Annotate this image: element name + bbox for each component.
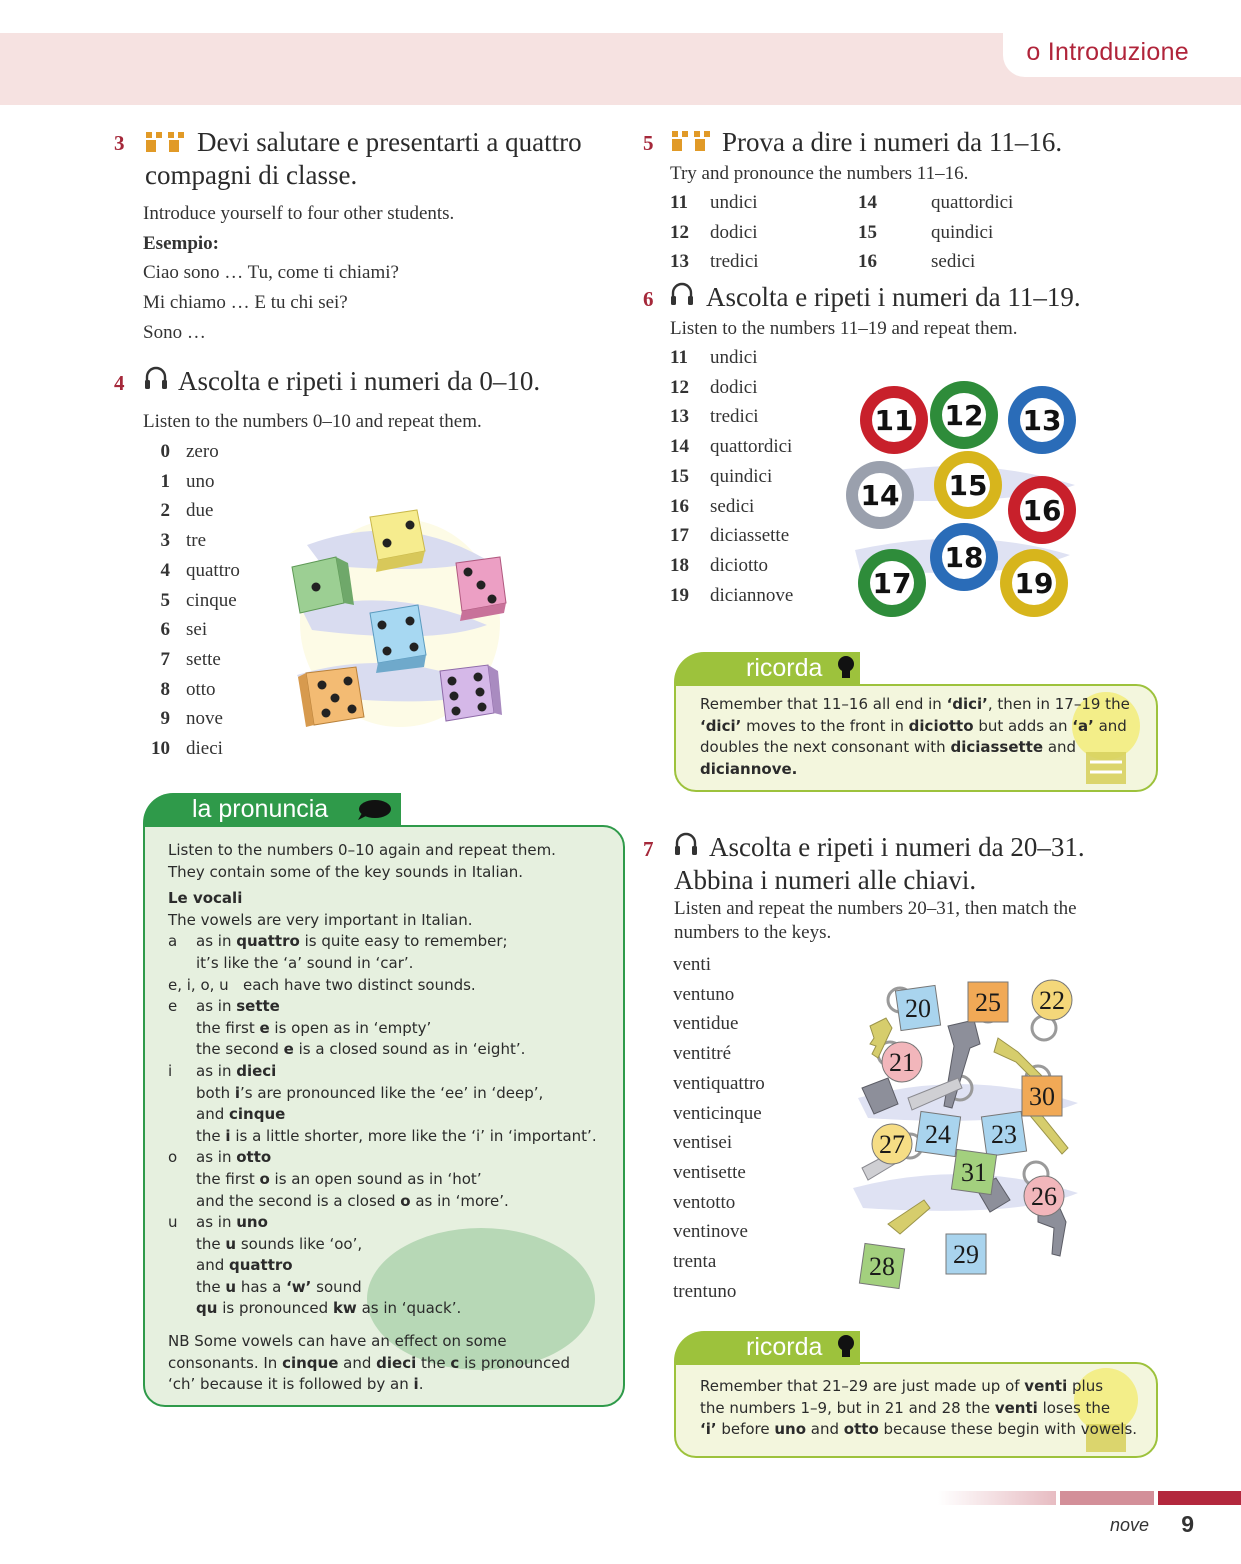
vowels-heading: Le vocali — [168, 889, 243, 908]
list-number: 17 — [670, 525, 689, 547]
exercise-number: 5 — [643, 131, 654, 155]
list-word: undici — [710, 192, 758, 213]
text-line: the u has a ‘w’ sound — [196, 1277, 362, 1296]
list-number: 18 — [670, 554, 689, 576]
footer-bar — [938, 1491, 1056, 1505]
key-tag-label: 27 — [879, 1130, 905, 1159]
exercise-subtitle: Try and pronounce the numbers 11–16. — [670, 163, 969, 184]
text-line: and quattro — [196, 1256, 293, 1275]
list-number: 8 — [160, 678, 170, 700]
list-word: tre — [186, 530, 207, 552]
ricorda-text: Remember that 11–16 all end in ‘dici’, then in 17–19 the ‘dici’ moves to the front in diciotto but adds an ‘a’ and doubles the next consonant with diciassette and diciannove. — [700, 695, 1130, 778]
lottery-ball-label: 12 — [944, 399, 984, 432]
key-tag-label: 23 — [991, 1120, 1017, 1149]
list-word: undici — [710, 347, 758, 368]
text-line: and the second is a closed o as in ‘more’. — [196, 1191, 509, 1210]
list-word: quindici — [931, 221, 994, 243]
key-tag-label: 30 — [1029, 1082, 1055, 1111]
vowel-e-line: e as in sette — [168, 996, 613, 1018]
list-number: 0 — [160, 441, 170, 462]
die-pink — [456, 557, 506, 621]
key-tag-label: 28 — [869, 1252, 895, 1281]
list-number: 1 — [160, 470, 170, 492]
text-line: both i’s are pronounced like the ‘ee’ in ‘deep’, — [196, 1083, 544, 1102]
text-line: the first e is open as in ‘empty’ — [196, 1018, 432, 1037]
text-line: The vowels are very important in Italian. — [168, 910, 473, 929]
list-number: 7 — [160, 648, 170, 670]
vowel-label: o — [168, 1148, 178, 1167]
lottery-ball-label: 17 — [872, 567, 912, 600]
exercise-title: Ascolta e ripeti i numeri da 20–31. — [709, 832, 1085, 862]
text-line: Listen to the numbers 0–10 again and repeat them. — [168, 841, 556, 859]
lottery-ball-label: 19 — [1014, 567, 1054, 600]
list-number: 14 — [670, 436, 689, 458]
list-word: ventisette — [673, 1161, 746, 1183]
exercise-title-line2: Abbina i numeri alle chiavi. — [674, 865, 977, 895]
list-number: 15 — [858, 221, 877, 243]
list-word: ventidue — [673, 1013, 739, 1035]
list-word: sei — [186, 619, 208, 641]
list-word: cinque — [186, 589, 237, 611]
pronuncia-text — [168, 840, 613, 1396]
exercise-title: Prova a dire i numeri da 11–16. — [722, 127, 1063, 157]
list-word: quattro — [186, 559, 240, 581]
list-word: diciotto — [710, 554, 769, 576]
list-word: tredici — [710, 251, 759, 273]
lottery-ball-label: 15 — [948, 469, 988, 502]
lottery-ball-label: 18 — [944, 541, 984, 574]
footer-bar — [1060, 1491, 1154, 1505]
list-number: 12 — [670, 376, 689, 398]
text-line: qu is pronounced kw as in ‘quack’. — [196, 1299, 462, 1318]
key-tag-label: 22 — [1039, 986, 1065, 1015]
vowel-label: e, i, o, u — [168, 975, 229, 994]
exercise-number: 4 — [114, 371, 125, 395]
ricorda-label: ricorda — [746, 1333, 823, 1361]
die-blue — [370, 605, 426, 673]
vowel-i-line: i as in dieci — [168, 1061, 613, 1083]
list-word: ventuno — [673, 983, 735, 1005]
lottery-ball-label: 16 — [1022, 494, 1062, 527]
key-tag-label: 20 — [905, 994, 931, 1023]
list-word: tredici — [710, 406, 759, 428]
headphones-icon — [670, 281, 694, 307]
exercise-subtitle: Listen to the numbers 0–10 and repeat them. — [143, 411, 482, 432]
die-orange — [298, 667, 364, 727]
key-tag-label: 25 — [975, 988, 1001, 1017]
list-number: 4 — [160, 559, 170, 581]
vowel-eiou-line: e, i, o, u each have two distinct sounds. — [168, 975, 476, 994]
list-number: 10 — [151, 738, 170, 759]
exercise-title-line2: compagni di classe. — [145, 160, 358, 190]
headphones-icon — [144, 365, 168, 391]
list-word: venti — [673, 954, 711, 975]
vowel-u-line: u as in uno — [168, 1212, 613, 1234]
text-line: and cinque — [196, 1105, 286, 1124]
list-word: ventiquattro — [673, 1072, 765, 1094]
list-word: nove — [186, 708, 223, 730]
list-word: ventisei — [673, 1132, 733, 1154]
section-title: o Introduzione — [1026, 38, 1189, 66]
dice-illustration — [282, 505, 510, 737]
footer-bar — [1158, 1491, 1241, 1505]
vowel-label: a — [168, 932, 178, 951]
ricorda-text: Remember that 21–29 are just made up of venti plus the numbers 1–9, but in 21 and 28 the venti loses the ‘i’ before uno and otto because these begin with vowels. — [700, 1377, 1138, 1438]
list-number: 16 — [858, 251, 877, 273]
lottery-ball-label: 11 — [874, 404, 914, 437]
list-number: 2 — [160, 500, 170, 522]
list-word: zero — [186, 441, 219, 462]
list-word: due — [186, 500, 214, 522]
die-lilac — [440, 665, 502, 721]
lottery-ball-label: 13 — [1022, 404, 1062, 437]
list-word: sedici — [710, 495, 755, 517]
list-word: ventinove — [673, 1221, 748, 1243]
ricorda-label: ricorda — [746, 654, 823, 682]
list-word: trenta — [673, 1251, 717, 1272]
text-line: They contain some of the key sounds in Italian. — [168, 862, 524, 881]
vowel-label: e — [168, 997, 178, 1016]
exercise-title: Devi salutare e presentarti a quattro — [197, 127, 582, 157]
list-number: 3 — [160, 530, 170, 552]
die-yellow — [370, 510, 425, 572]
headphones-icon — [674, 831, 698, 857]
list-word: quattordici — [931, 192, 1014, 213]
lightbulb-icon — [836, 1334, 856, 1360]
lottery-balls-illustration — [840, 375, 1090, 625]
exercise-number: 6 — [643, 287, 654, 311]
list-word: quattordici — [710, 436, 793, 458]
page-word: nove — [1109, 1515, 1149, 1535]
exercise-subtitle: Introduce yourself to four other students. — [143, 203, 455, 224]
vowel-o-line: o as in otto — [168, 1147, 613, 1169]
exercise-title: Ascolta e ripeti i numeri da 0–10. — [178, 366, 541, 396]
list-word: sedici — [931, 251, 976, 273]
list-word: ventitré — [673, 1043, 732, 1065]
exercise-subtitle: Listen and repeat the numbers 20–31, then match the — [674, 898, 1077, 919]
page-number: 9 — [1181, 1511, 1194, 1537]
list-number: 5 — [160, 589, 170, 611]
exercise-title: Ascolta e ripeti i numeri da 11–19. — [706, 282, 1081, 312]
list-number: 12 — [670, 221, 689, 243]
text-line: the first o is an open sound as in ‘hot’ — [196, 1169, 482, 1188]
list-word: dodici — [710, 376, 758, 398]
example-line: Ciao sono … Tu, come ti chiami? — [143, 262, 399, 283]
keys-illustration — [848, 978, 1084, 1290]
speech-bubble-icon — [356, 799, 392, 821]
list-number: 13 — [670, 251, 689, 273]
key-tag-label: 21 — [889, 1048, 915, 1077]
text-line: it’s like the ‘a’ sound in ‘car’. — [196, 953, 414, 972]
nb-line: ‘ch’ because it is followed by an i. — [168, 1375, 424, 1394]
list-word: trentuno — [673, 1280, 737, 1302]
list-word: dodici — [710, 221, 758, 243]
example-label: Esempio: — [143, 233, 219, 254]
list-number: 19 — [670, 584, 689, 606]
exercise-number: 7 — [643, 837, 654, 861]
lightbulb-icon — [836, 655, 856, 681]
example-line: Sono … — [143, 322, 206, 343]
key-tag-label: 26 — [1031, 1182, 1057, 1211]
list-number: 9 — [160, 708, 170, 730]
example-line: Mi chiamo … E tu chi sei? — [143, 292, 348, 313]
list-number: 14 — [858, 192, 877, 213]
exercise-subtitle: Listen to the numbers 11–19 and repeat them. — [670, 318, 1018, 339]
list-word: dieci — [186, 738, 223, 759]
list-word: ventotto — [673, 1191, 736, 1213]
list-number: 15 — [670, 465, 689, 487]
list-number: 11 — [670, 192, 688, 213]
exercise-number: 3 — [114, 131, 125, 155]
nb-line: NB Some vowels can have an effect on some — [168, 1332, 507, 1351]
list-word: otto — [186, 678, 216, 700]
list-number: 16 — [670, 495, 689, 517]
key-tag-label: 24 — [925, 1120, 951, 1149]
key-tag-label: 31 — [961, 1158, 987, 1187]
list-number: 6 — [160, 619, 170, 641]
list-word: diciassette — [710, 525, 790, 547]
lottery-ball-label: 14 — [860, 479, 900, 512]
list-word: venticinque — [673, 1102, 762, 1124]
text-line: the i is a little shorter, more like the ‘i’ in ‘important’. — [196, 1126, 597, 1145]
nb-line: consonants. In cinque and dieci the c is pronounced — [168, 1353, 571, 1372]
list-word: uno — [186, 470, 215, 492]
list-word: sette — [186, 648, 221, 670]
pair-work-icon — [671, 130, 711, 152]
vowel-label: u — [168, 1213, 178, 1232]
text-line: the u sounds like ‘oo’, — [196, 1234, 363, 1253]
exercise-subtitle: numbers to the keys. — [674, 922, 832, 943]
list-word: quindici — [710, 465, 773, 487]
list-number: 11 — [670, 347, 688, 368]
text-line: the second e is a closed sound as in ‘eight’. — [196, 1040, 526, 1059]
list-word: diciannove — [710, 584, 794, 606]
list-number: 13 — [670, 406, 689, 428]
vowel-a-line: a as in quattro is quite easy to remember; — [168, 931, 613, 953]
pronuncia-label: la pronuncia — [192, 795, 329, 823]
key-tag-label: 29 — [953, 1240, 979, 1269]
pair-work-icon — [145, 131, 185, 153]
vowel-label: i — [168, 1061, 173, 1080]
